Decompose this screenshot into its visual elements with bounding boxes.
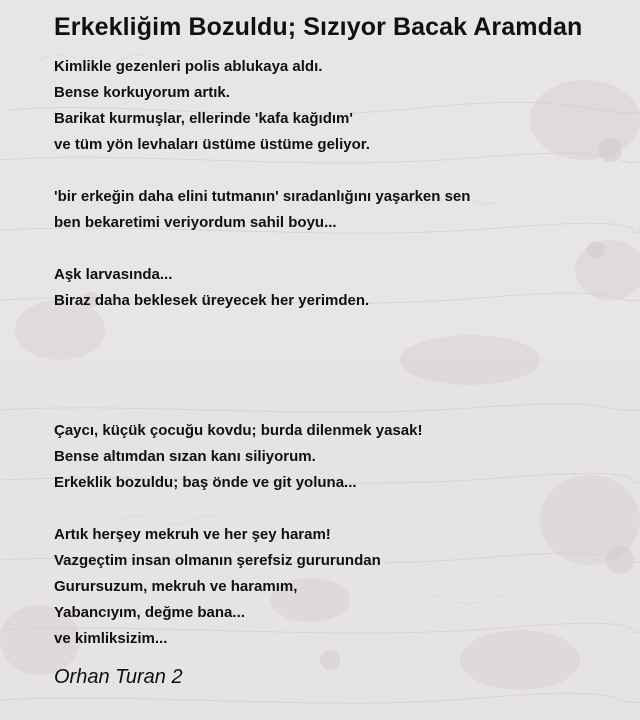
poem-line: ben bekaretimi veriyordum sahil boyu... xyxy=(54,214,337,231)
stanza-5 xyxy=(54,522,640,652)
poem-line: Biraz daha beklesek üreyecek her yerimden. xyxy=(54,292,370,309)
poem-line: Artık herşey mekruh ve her şey haram! xyxy=(54,526,331,543)
stanza-gap xyxy=(54,236,640,262)
poem-line: Yabancıyım, değme bana... xyxy=(54,604,245,621)
stanza-2 xyxy=(54,184,640,236)
poem-line: Gurursuzum, mekruh ve haramım, xyxy=(54,578,298,595)
poem-line: Barikat kurmuşlar, ellerinde 'kafa kağıdım' xyxy=(54,110,353,127)
poem-title: Erkekliğim Bozuldu; Sızıyor Bacak Aramdan xyxy=(54,13,583,41)
stanza-4 xyxy=(54,418,640,496)
stanza-1 xyxy=(54,54,640,158)
poem-line: ve kimliksizim... xyxy=(54,630,168,647)
section-gap xyxy=(54,314,640,418)
poem-line: Kimlikle gezenleri polis ablukaya aldı. xyxy=(54,58,323,75)
poem-line: 'bir erkeğin daha elini tutmanın' sıradanlığını yaşarken sen xyxy=(54,188,471,205)
poem-line: Çaycı, küçük çocuğu kovdu; burda dilenmek yasak! xyxy=(54,422,423,439)
poem-line: Bense altımdan sızan kanı siliyorum. xyxy=(54,448,316,465)
poem-line: Vazgeçtim insan olmanın şerefsiz gururundan xyxy=(54,552,381,569)
poem-line: Erkeklik bozuldu; baş önde ve git yoluna... xyxy=(54,474,357,491)
stanza-gap xyxy=(54,496,640,522)
poem-line: ve tüm yön levhaları üstüme üstüme geliyor. xyxy=(54,136,370,153)
poem-line: Bense korkuyorum artık. xyxy=(54,84,230,101)
stanza-3 xyxy=(54,262,640,314)
poem-body xyxy=(54,54,640,652)
poem-author: Orhan Turan 2 xyxy=(54,666,183,688)
stanza-gap xyxy=(54,158,640,184)
poem-line: Aşk larvasında... xyxy=(54,266,173,283)
